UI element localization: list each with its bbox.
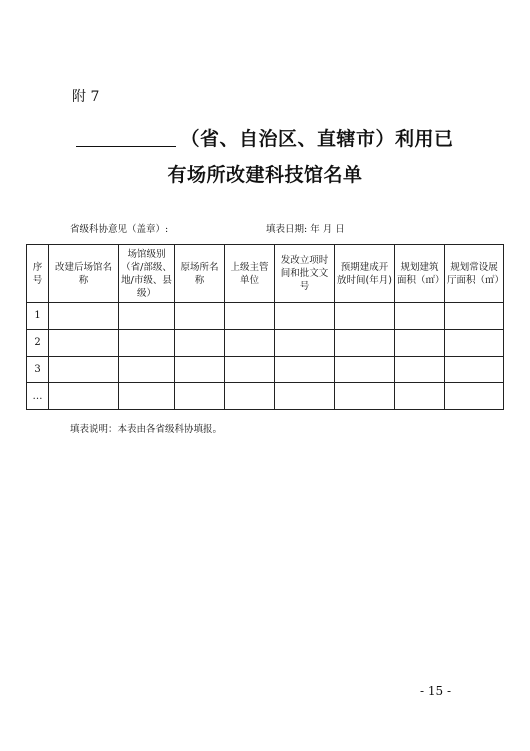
table-header-row xyxy=(27,245,504,303)
table-cell[interactable] xyxy=(445,303,504,330)
venue-list-table xyxy=(26,244,504,410)
table-cell[interactable] xyxy=(395,303,445,330)
table-cell[interactable] xyxy=(335,303,395,330)
header-venue-level: 场馆级别（省/部级、地/市级、县级） xyxy=(119,245,175,303)
table-row xyxy=(27,329,504,356)
table-row xyxy=(27,303,504,330)
opinion-seal-label: 省级科协意见（盖章）: xyxy=(70,224,169,235)
table-cell[interactable] xyxy=(119,329,175,356)
header-building-area: 规划建筑面积（㎡） xyxy=(395,245,445,303)
header-original-site-name: 原场所名称 xyxy=(175,245,225,303)
fill-instructions-note: 填表说明：本表由各省级科协填报。 xyxy=(70,424,223,435)
table-cell[interactable] xyxy=(119,356,175,383)
row-seq: 3 xyxy=(27,356,49,383)
table-cell[interactable] xyxy=(119,383,175,410)
table-cell[interactable] xyxy=(175,356,225,383)
table-cell[interactable] xyxy=(275,303,335,330)
table-cell[interactable] xyxy=(335,383,395,410)
table-cell[interactable] xyxy=(225,383,275,410)
table-cell[interactable] xyxy=(335,329,395,356)
document-title-line-2: 有场所改建科技馆名单 xyxy=(167,164,363,186)
header-approval-time-doc: 发改立项时间和批文文号 xyxy=(275,245,335,303)
table-cell[interactable] xyxy=(49,303,119,330)
fill-date-label: 填表日期: 年 月 日 xyxy=(266,224,345,235)
table-cell[interactable] xyxy=(175,303,225,330)
title-text-1: （省、自治区、直辖市）利用已 xyxy=(180,128,454,150)
header-supervising-unit: 上级主管单位 xyxy=(225,245,275,303)
table-cell[interactable] xyxy=(275,356,335,383)
table-row xyxy=(27,356,504,383)
header-exhibition-area: 规划常设展厅面积（㎡） xyxy=(445,245,504,303)
table-cell[interactable] xyxy=(225,303,275,330)
table-cell[interactable] xyxy=(445,329,504,356)
table-cell[interactable] xyxy=(225,356,275,383)
row-seq: 1 xyxy=(27,303,49,330)
row-seq: … xyxy=(27,383,49,410)
table-cell[interactable] xyxy=(395,329,445,356)
table-cell[interactable] xyxy=(445,383,504,410)
table-cell[interactable] xyxy=(119,303,175,330)
table-cell[interactable] xyxy=(175,383,225,410)
table-cell[interactable] xyxy=(175,329,225,356)
table-cell[interactable] xyxy=(49,356,119,383)
table-cell[interactable] xyxy=(275,383,335,410)
annex-label: 附 7 xyxy=(72,89,100,105)
blank-fill-line xyxy=(76,128,176,147)
table-cell[interactable] xyxy=(49,329,119,356)
table-cell[interactable] xyxy=(225,329,275,356)
document-title-line-1 xyxy=(0,124,530,151)
table-cell[interactable] xyxy=(395,356,445,383)
table-cell[interactable] xyxy=(275,329,335,356)
table-cell[interactable] xyxy=(49,383,119,410)
page-number: - 15 - xyxy=(420,684,452,698)
table-cell[interactable] xyxy=(395,383,445,410)
header-new-venue-name: 改建后场馆名称 xyxy=(49,245,119,303)
table-row xyxy=(27,383,504,410)
row-seq: 2 xyxy=(27,329,49,356)
table-cell[interactable] xyxy=(445,356,504,383)
header-seq: 序号 xyxy=(27,245,49,303)
table-cell[interactable] xyxy=(335,356,395,383)
header-expected-opening: 预期建成开放时间(年月) xyxy=(335,245,395,303)
